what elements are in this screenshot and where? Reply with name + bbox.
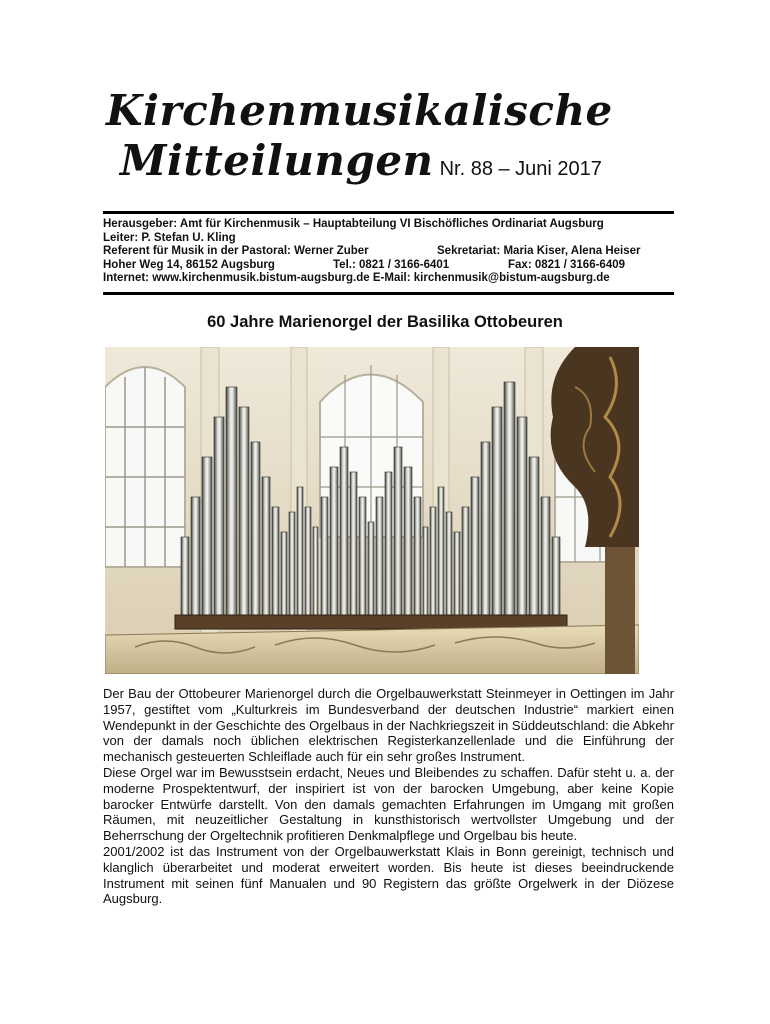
staff-line [103,245,674,259]
paragraph-2: Diese Orgel war im Bewusstsein erdacht, Neues und Bleibendes zu schaffen. Dafür steht u. a. der moderne Prospektentwurf, der inspiriert ist von der barocken Umgebung, aber keine Kopie barocker Entwürfe darstellt. Von den damals gemachten Erfahrungen im Umgang mit großen Räumen, mit neuzeitlicher Gestaltung in kunsthistorisch wertvollster Umgebung und der Beherrschung der Orgeltechnik profitieren Denkmalpflege und Orgelbau bis heute. [103,764,674,844]
web-line [103,272,674,286]
article-body [103,686,674,907]
secretariat-text: Sekretariat: Maria Kiser, Alena Heiser [437,245,641,258]
masthead-info [103,218,674,286]
title-line-2 [120,136,686,194]
organ-photo [105,347,639,674]
address-text: Hoher Weg 14, 86152 Augsburg [103,258,275,271]
web-email-text: Internet: www.kirchenmusik.bistum-augsburg.de E-Mail: kirchenmusik@bistum-augsburg.de [103,272,610,285]
contact-line [103,259,674,273]
title-line-1: Kirchenmusikalische [106,86,613,135]
publisher-text: Herausgeber: Amt für Kirchenmusik – Hauptabteilung VI Bischöfliches Ordinariat Augsburg [103,218,604,230]
director-line [103,232,674,246]
paragraph-1: Der Bau der Ottobeurer Marienorgel durch die Orgelbauwerkstatt Steinmeyer in Oettingen im Jahr 1957, gestiftet vom „Kulturkreis im Bundesverband der deutschen Industrie“ markiert einen Wendepunkt in der Geschichte des Orgelbaus in der Nachkriegszeit in Süddeutschland: die Abkehr von der damals noch üblichen elektrischen Registerkanzellenlade und die Einführung der mechanisch gesteuerten Schleiflade auch für ein sehr großes Instrument. [103,686,674,765]
issue-number: Nr. 88 – Juni 2017 [439,158,602,180]
title-line-2-text: Mitteilungen [120,136,434,185]
publisher-line [103,218,674,232]
fax-text: Fax: 0821 / 3166-6409 [508,258,626,271]
director-text: Leiter: P. Stefan U. Kling [103,231,236,244]
phone-text: Tel.: 0821 / 3166-6401 [333,258,450,271]
article-headline: 60 Jahre Marienorgel der Basilika Ottobeuren [207,313,563,331]
bottom-rule [103,292,674,295]
masthead-title [106,86,686,194]
top-rule [103,211,674,214]
pastoral-officer-text: Referent für Musik in der Pastoral: Werner Zuber [103,245,369,258]
paragraph-3: 2001/2002 ist das Instrument von der Orgelbauwerkstatt Klais in Bonn gereinigt, technisch und klanglich überarbeitet und moderat erweitert worden. Bis heute ist dieses beeindruckende Instrument mit seinen fünf Manualen und 90 Registern das größte Orgelwerk in der Diözese Augsburg. [103,843,674,907]
